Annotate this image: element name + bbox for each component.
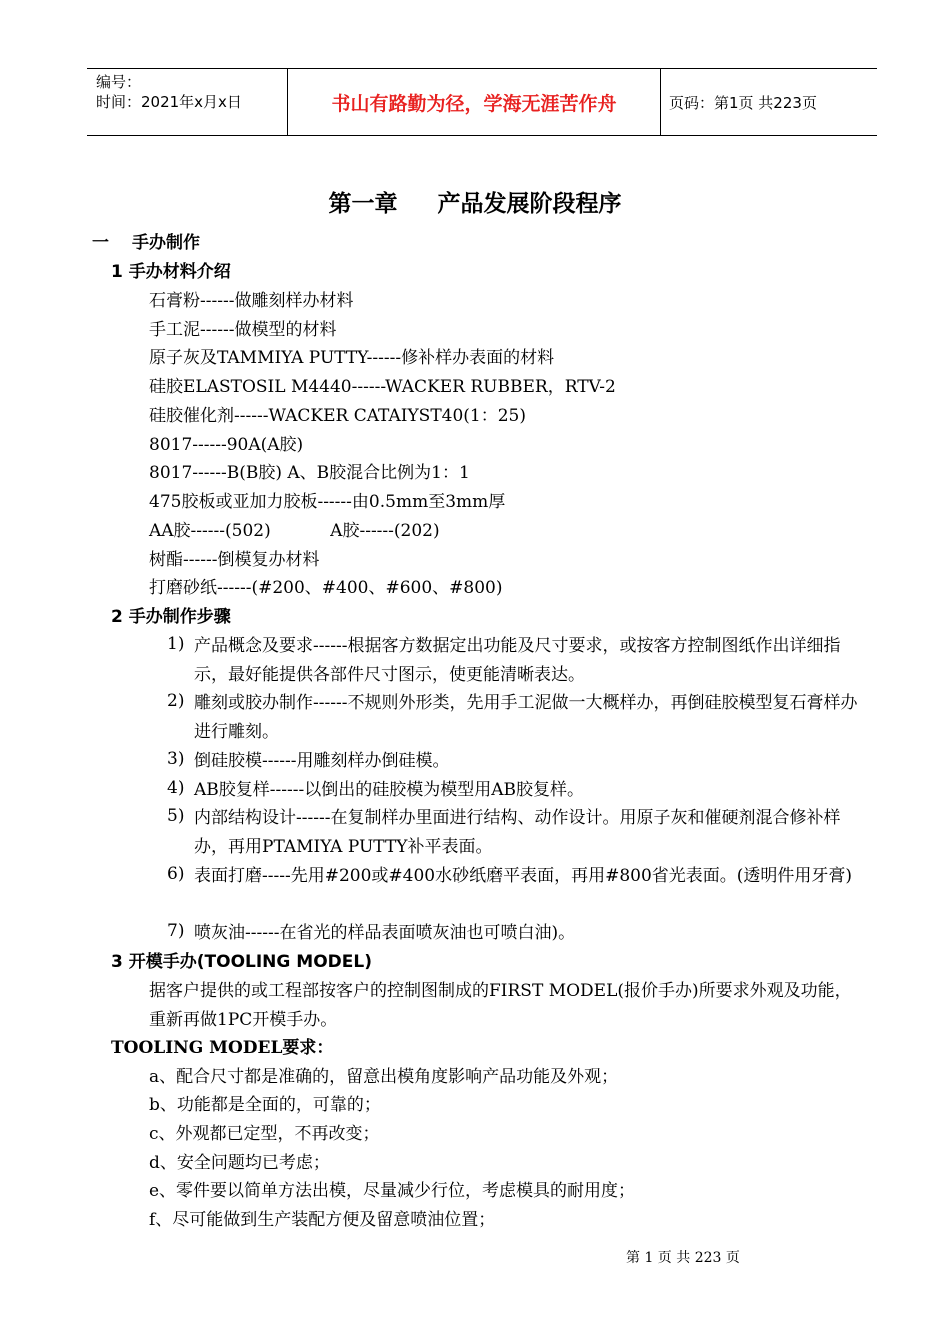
step-text: 产品概念及要求------根据客方数据定出功能及尺寸要求，或按客方控制图纸作出详细指示，最好能提供各部件尺寸图示，使更能清晰表达。	[194, 636, 841, 685]
step-text: 内部结构设计------在复制样办里面进行结构、动作设计。用原子灰和催硬剂混合修补样办，再用PTAMIYA PUTTY补平表面。	[194, 808, 841, 857]
step-number: 2)	[167, 691, 185, 711]
step-number: 4)	[167, 778, 185, 798]
material-item: 硅胶催化剂------WACKER CATAIYST40(1：25)	[149, 406, 526, 426]
step-text: 表面打磨-----先用#200或#400水砂纸磨平表面，再用#800省光表面。(透明件用牙膏)	[194, 866, 853, 886]
step-item	[167, 632, 867, 690]
chapter-title	[0, 185, 950, 218]
step-number: 3)	[167, 749, 185, 769]
step-number: 7)	[167, 921, 185, 941]
subsection-2-heading: 2 手办制作步骤	[111, 607, 231, 627]
section-number: 一	[92, 233, 109, 253]
step-item	[167, 776, 867, 805]
tooling-paragraph: 据客户提供的或工程部按客户的控制图制成的FIRST MODEL(报价手办)所要求外观及功能，重新再做1PC开模手办。	[149, 981, 852, 1030]
section-title: 手办制作	[132, 233, 200, 253]
step-text: 喷灰油------在省光的样品表面喷灰油也可喷白油)。	[194, 923, 576, 943]
requirements-heading: TOOLING MODEL要求：	[111, 1038, 334, 1058]
subsection-3-heading: 3 开模手办(TOOLING MODEL)	[111, 952, 372, 972]
page-header	[87, 68, 877, 136]
header-time-label: 时间：2021年x月x日	[96, 93, 242, 111]
header-page-info: 页码：第1页 共223页	[669, 93, 817, 112]
step-number: 5)	[167, 806, 185, 826]
step-number: 6)	[167, 864, 185, 884]
chapter-number: 第一章	[328, 191, 398, 217]
requirement-item: a、配合尺寸都是准确的，留意出模角度影响产品功能及外观；	[149, 1067, 619, 1087]
step-text: 雕刻或胶办制作------不规则外形类，先用手工泥做一大概样办，再倒硅胶模型复石膏样办进行雕刻。	[194, 693, 858, 742]
header-meta	[87, 69, 287, 135]
page-footer: 第 1 页 共 223 页	[626, 1250, 740, 1266]
section-heading	[92, 231, 200, 255]
requirement-item: f、尽可能做到生产装配方便及留意喷油位置；	[149, 1210, 496, 1230]
header-number-label: 编号：	[96, 73, 142, 91]
material-item: 手工泥------做模型的材料	[149, 320, 337, 340]
requirement-item: e、零件要以简单方法出模，尽量减少行位，考虑模具的耐用度；	[149, 1181, 636, 1201]
material-item: 8017------90A(A胶)	[149, 435, 304, 455]
step-number: 1)	[167, 634, 185, 654]
chapter-name: 产品发展阶段程序	[437, 191, 622, 217]
step-text: AB胶复样------以倒出的硅胶模为模型用AB胶复样。	[194, 780, 585, 800]
material-item: 原子灰及TAMMIYA PUTTY------修补样办表面的材料	[149, 348, 555, 368]
step-item	[167, 862, 867, 891]
step-text: 倒硅胶模------用雕刻样办倒硅模。	[194, 751, 450, 771]
step-item	[167, 804, 867, 862]
header-motto: 书山有路勤为径，学海无涯苦作舟	[287, 69, 661, 135]
step-item	[167, 689, 867, 747]
requirement-item: d、安全问题均已考虑；	[149, 1153, 330, 1173]
requirement-item: c、外观都已定型，不再改变；	[149, 1124, 380, 1144]
material-item: 硅胶ELASTOSIL M4440------WACKER RUBBER，RTV-2	[149, 377, 616, 397]
step-item	[167, 919, 867, 948]
material-item: 475胶板或亚加力胶板------由0.5mm至3mm厚	[149, 492, 506, 512]
material-item: AA胶------(502) A胶------(202)	[149, 521, 440, 541]
requirement-item: b、功能都是全面的，可靠的；	[149, 1095, 381, 1115]
material-item: 8017------B(B胶) A、B胶混合比例为1：1	[149, 463, 470, 483]
step-item	[167, 747, 867, 776]
material-item: 树酯------倒模复办材料	[149, 550, 320, 570]
material-item: 打磨砂纸------(#200、#400、#600、#800)	[149, 578, 503, 598]
subsection-1-heading: 1 手办材料介绍	[111, 262, 231, 282]
material-item: 石膏粉------做雕刻样办材料	[149, 291, 354, 311]
